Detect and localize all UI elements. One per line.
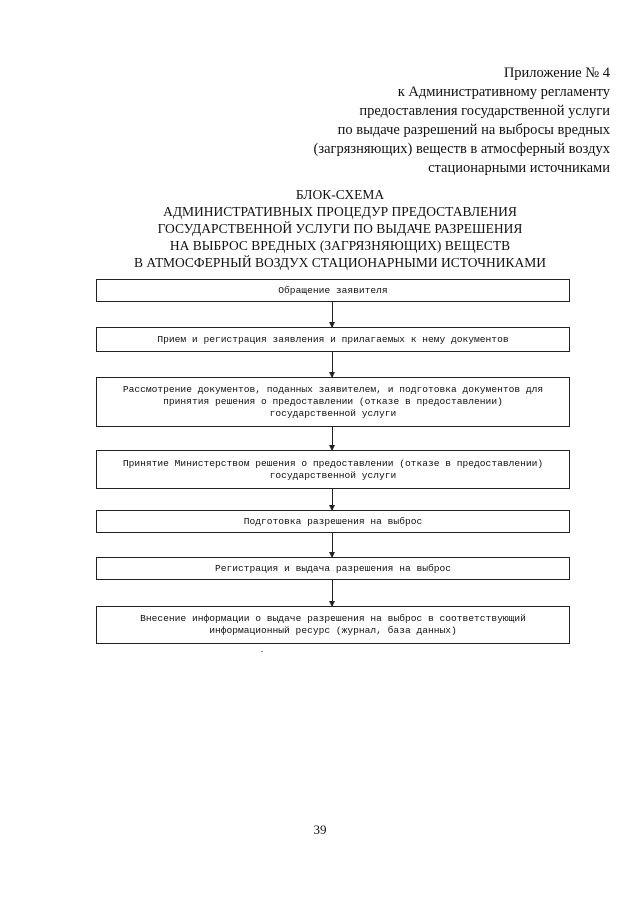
page-number: 39 bbox=[313, 822, 327, 837]
step-line: Рассмотрение документов, поданных заявителем, и подготовка документов для bbox=[122, 384, 544, 395]
step-line: государственной услуги bbox=[269, 408, 397, 419]
flow-arrow bbox=[332, 489, 333, 510]
title-line: БЛОК-СХЕМА bbox=[295, 187, 385, 202]
scan-dot bbox=[261, 651, 263, 652]
flow-arrow bbox=[332, 427, 333, 450]
step-line: Прием и регистрация заявления и прилагаемых к нему документов bbox=[157, 333, 509, 345]
step-line: Внесение информации о выдаче разрешения на выброс в соответствующий bbox=[140, 613, 526, 624]
step-line: информационный ресурс (журнал, база данных) bbox=[209, 625, 457, 636]
flow-arrow bbox=[332, 352, 333, 377]
step-line: Обращение заявителя bbox=[278, 284, 388, 296]
title-line: НА ВЫБРОС ВРЕДНЫХ (ЗАГРЯЗНЯЮЩИХ) ВЕЩЕСТВ bbox=[169, 238, 511, 253]
appendix-header bbox=[250, 64, 610, 178]
step-box-2 bbox=[96, 327, 570, 352]
appendix-line: к Административному регламенту bbox=[397, 84, 610, 100]
step-line: Принятие Министерством решения о предоставлении (отказе в предоставлении) bbox=[122, 457, 544, 469]
step-box-7 bbox=[96, 606, 570, 644]
step-line: государственной услуги bbox=[269, 469, 397, 481]
flow-arrow bbox=[332, 580, 333, 606]
flow-arrow bbox=[332, 533, 333, 557]
step-box-1 bbox=[96, 279, 570, 302]
step-box-4 bbox=[96, 450, 570, 489]
step-line: принятия решения о предоставлении (отказе в предоставлении) bbox=[163, 396, 503, 407]
title-line: АДМИНИСТРАТИВНЫХ ПРОЦЕДУР ПРЕДОСТАВЛЕНИЯ bbox=[163, 204, 517, 219]
title-line: В АТМОСФЕРНЫЙ ВОЗДУХ СТАЦИОНАРНЫМИ ИСТОЧНИКАМИ bbox=[134, 255, 546, 270]
step-box-5 bbox=[96, 510, 570, 533]
appendix-line: по выдаче разрешений на выбросы вредных bbox=[337, 122, 610, 138]
title-line: ГОСУДАРСТВЕННОЙ УСЛУГИ ПО ВЫДАЧЕ РАЗРЕШЕНИЯ bbox=[157, 221, 523, 236]
appendix-line: предоставления государственной услуги bbox=[359, 103, 610, 119]
appendix-line: стационарными источниками bbox=[428, 160, 610, 176]
step-line: Подготовка разрешения на выброс bbox=[243, 515, 423, 527]
appendix-line: Приложение № 4 bbox=[503, 65, 610, 81]
step-box-6 bbox=[96, 557, 570, 580]
appendix-line: (загрязняющих) веществ в атмосферный воздух bbox=[313, 141, 610, 157]
step-line: Регистрация и выдача разрешения на выброс bbox=[214, 562, 452, 574]
document-title bbox=[90, 186, 590, 271]
step-box-3 bbox=[96, 377, 570, 427]
flow-arrow bbox=[332, 302, 333, 327]
